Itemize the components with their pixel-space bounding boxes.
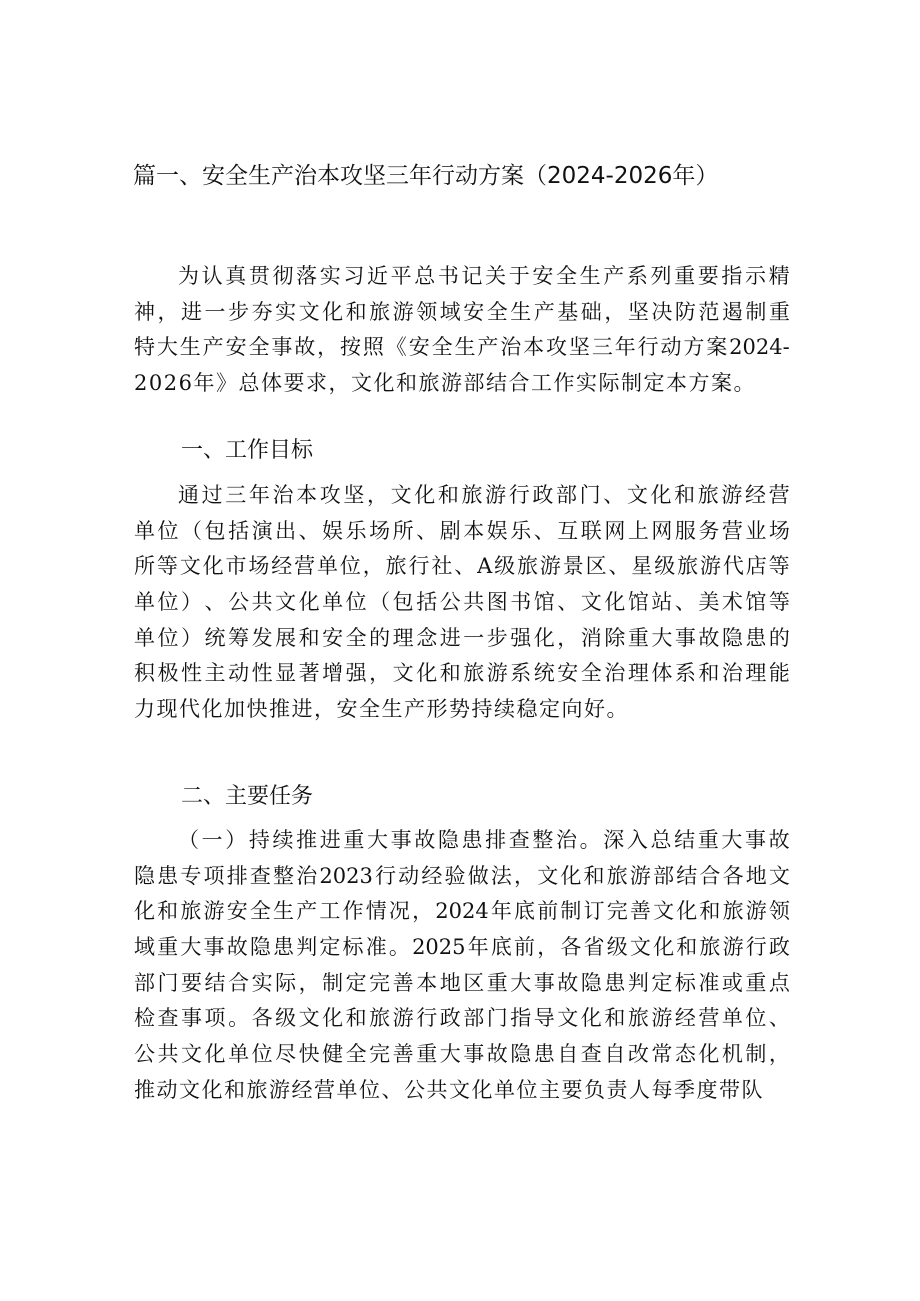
paragraph-line: 积 极 性 主 动 性 显 著 增 强 ， 文 化 和 旅 游 系 统 安 全 治 理 体 系 和 治 理 能 xyxy=(134,661,790,686)
paragraph-line: 特 大 生 产 安 全 事 故 ， 按 照 《 安 全 生 产 治 本 攻 坚 三 年 行 动 方 案 2024- xyxy=(134,335,790,360)
paragraph-line: （ 一 ） 持 续 推 进 重 大 事 故 隐 患 排 查 整 治 。 深 入 总 结 重 大 事 故 xyxy=(178,828,790,852)
paragraph-line: 推动文化和旅游经营单位、公共文化单位主要负责人每季度带队 xyxy=(134,1077,764,1102)
paragraph-line: 2026年》总体要求，文化和旅游部结合工作实际制定本方案。 xyxy=(134,371,756,396)
paragraph-goals xyxy=(134,478,790,728)
paragraph-tasks xyxy=(134,823,790,1109)
paragraph-line: 公 共 文 化 单 位 尽 快 健 全 完 善 重 大 事 故 隐 患 自 查 自 改 常 态 化 机 制 ， xyxy=(134,1042,790,1067)
paragraph-line: 单 位 （ 包 括 演 出 、 娱 乐 场 所 、 剧 本 娱 乐 、 互 联 网 上 网 服 务 营 业 场 xyxy=(134,518,790,543)
paragraph-intro xyxy=(134,259,790,402)
paragraph-line: 神 ， 进 一 步 夯 实 文 化 和 旅 游 领 域 安 全 生 产 基 础 ， 坚 决 防 范 遏 制 重 xyxy=(134,299,790,324)
paragraph-line: 域 重 大 事 故 隐 患 判 定 标 准 。 2025 年 底 前 ， 各 省 级 文 化 和 旅 游 行 政 xyxy=(134,935,790,960)
paragraph-line: 力现代化加快推进，安全生产形势持续稳定向好。 xyxy=(134,697,629,722)
section-heading-tasks: 二、主要任务 xyxy=(181,784,314,809)
paragraph-line: 隐 患 专 项 排 查 整 治 2023 行 动 经 验 做 法 ， 文 化 和 旅 游 部 结 合 各 地 文 xyxy=(134,863,790,888)
document-title: 篇一、安全生产治本攻坚三年行动方案（2024-2026年） xyxy=(133,163,719,189)
section-heading-goals: 一、工作目标 xyxy=(181,438,314,463)
paragraph-line: 单 位 ） 、 公 共 文 化 单 位 （ 包 括 公 共 图 书 馆 、 文 化 馆 站 、 美 术 馆 等 xyxy=(134,590,790,615)
paragraph-line: 所 等 文 化 市 场 经 营 单 位 ， 旅 行 社 、 A 级 旅 游 景 区 、 星 级 旅 游 代 店 等 xyxy=(134,554,790,579)
paragraph-line: 单 位 ） 统 筹 发 展 和 安 全 的 理 念 进 一 步 强 化 ， 消 除 重 大 事 故 隐 患 的 xyxy=(134,625,790,650)
paragraph-line: 部 门 要 结 合 实 际 ， 制 定 完 善 本 地 区 重 大 事 故 隐 患 判 定 标 准 或 重 点 xyxy=(134,970,790,995)
paragraph-line: 化 和 旅 游 安 全 生 产 工 作 情 况 ， 2024 年 底 前 制 订 完 善 文 化 和 旅 游 领 xyxy=(134,899,790,924)
paragraph-line: 为 认 真 贯 彻 落 实 习 近 平 总 书 记 关 于 安 全 生 产 系 列 重 要 指 示 精 xyxy=(178,264,790,288)
paragraph-line: 检 查 事 项 。 各 级 文 化 和 旅 游 行 政 部 门 指 导 文 化 和 旅 游 经 营 单 位 、 xyxy=(134,1006,790,1031)
paragraph-line: 通 过 三 年 治 本 攻 坚 ， 文 化 和 旅 游 行 政 部 门 、 文 化 和 旅 游 经 营 xyxy=(178,483,790,507)
